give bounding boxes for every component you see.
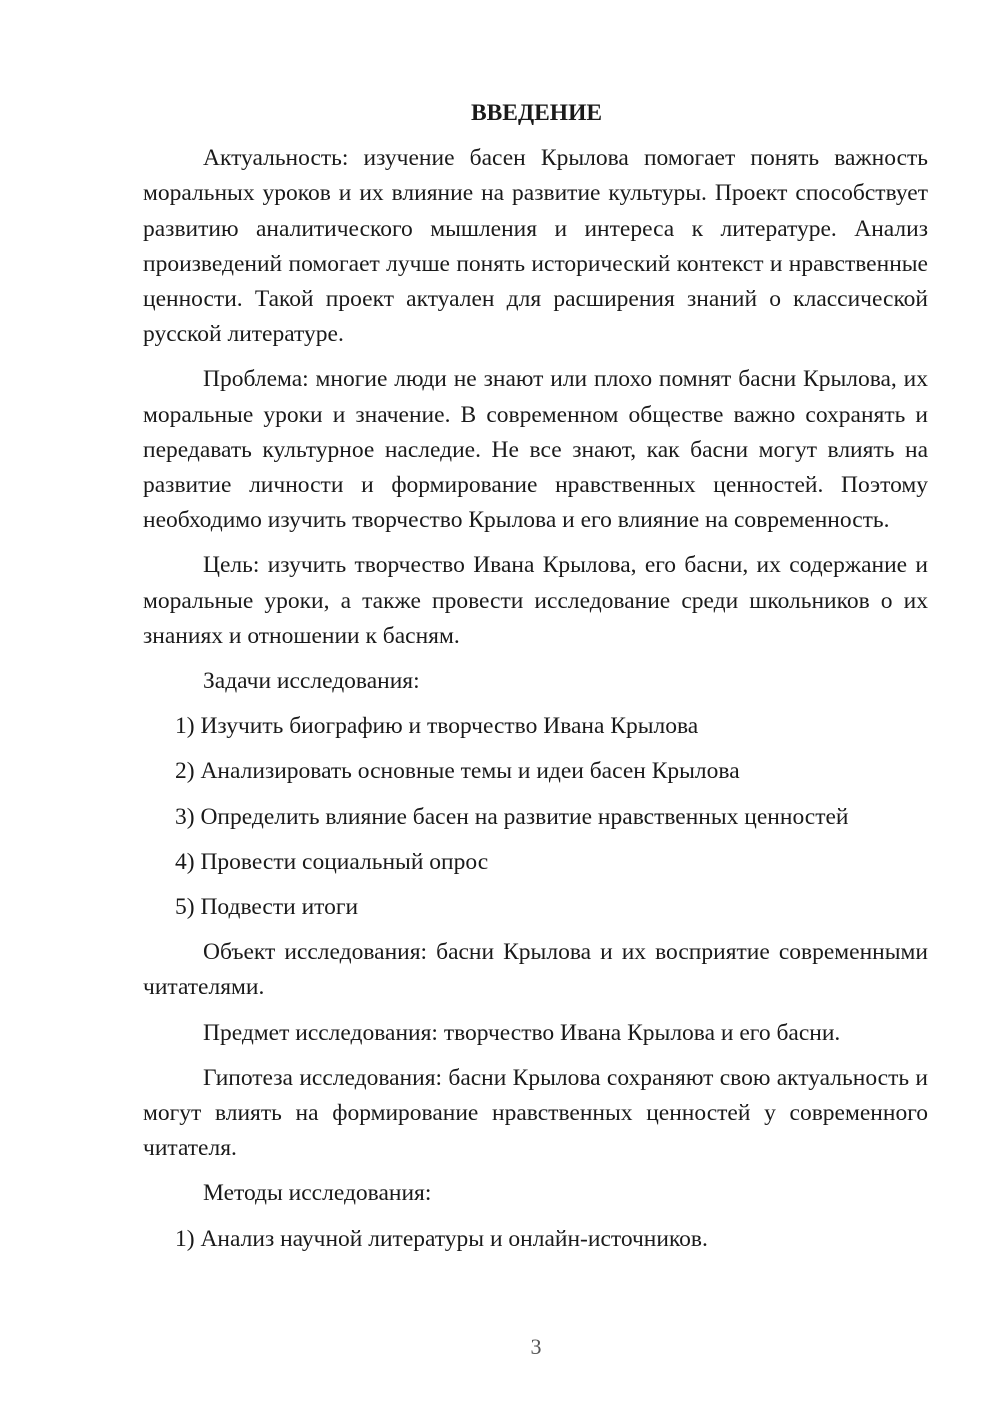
tasks-list (143, 709, 928, 925)
tasks-heading: Задачи исследования: (203, 668, 420, 695)
list-item: 1) Анализ научной литературы и онлайн-источников. (175, 1225, 708, 1252)
problem-paragraph: Проблема: многие люди не знают или плохо помнят басни Крылова, их моральные уроки и значение. В современном обществе важно сохранять и передавать культурное наследие. Не все знают, как басни могут влиять на развитие личности и формирование нравственных ценностей. Поэтому необходимо изучить творчество Крылова и его влияние на современность. (143, 366, 928, 534)
hypothesis-paragraph: Гипотеза исследования: басни Крылова сохраняют свою актуальность и могут влиять на формирование нравственных ценностей у современного читателя. (143, 1064, 928, 1162)
page-number: 3 (530, 1334, 542, 1359)
goal-paragraph: Цель: изучить творчество Ивана Крылова, его басни, их содержание и моральные уроки, а также провести исследование среди школьников о их знаниях и отношении к басням. (143, 552, 928, 649)
list-item: 5) Подвести итоги (175, 894, 359, 921)
list-item: 3) Определить влияние басен на развитие нравственных ценностей (175, 803, 849, 830)
methods-heading: Методы исследования: (203, 1180, 432, 1207)
relevance-paragraph: Актуальность: изучение басен Крылова помогает понять важность моральных уроков и их влияние на развитие культуры. Проект способствует развитию аналитического мышления и интереса к литературе. Анализ произведений помогает лучше понять исторический контекст и нравственные ценности. Такой проект актуален для расширения знаний о классической русской литературе. (143, 145, 928, 348)
methods-list (143, 1222, 928, 1257)
list-item: 1) Изучить биографию и творчество Ивана Крылова (175, 713, 699, 740)
list-item: 2) Анализировать основные темы и идеи басен Крылова (175, 758, 740, 785)
document-page (143, 96, 928, 1267)
object-paragraph: Объект исследования: басни Крылова и их восприятие современными читателями. (143, 939, 928, 1001)
list-item: 4) Провести социальный опрос (175, 848, 489, 875)
subject-paragraph: Предмет исследования: творчество Ивана Крылова и его басни. (203, 1019, 841, 1046)
page-title: ВВЕДЕНИЕ (470, 100, 603, 126)
